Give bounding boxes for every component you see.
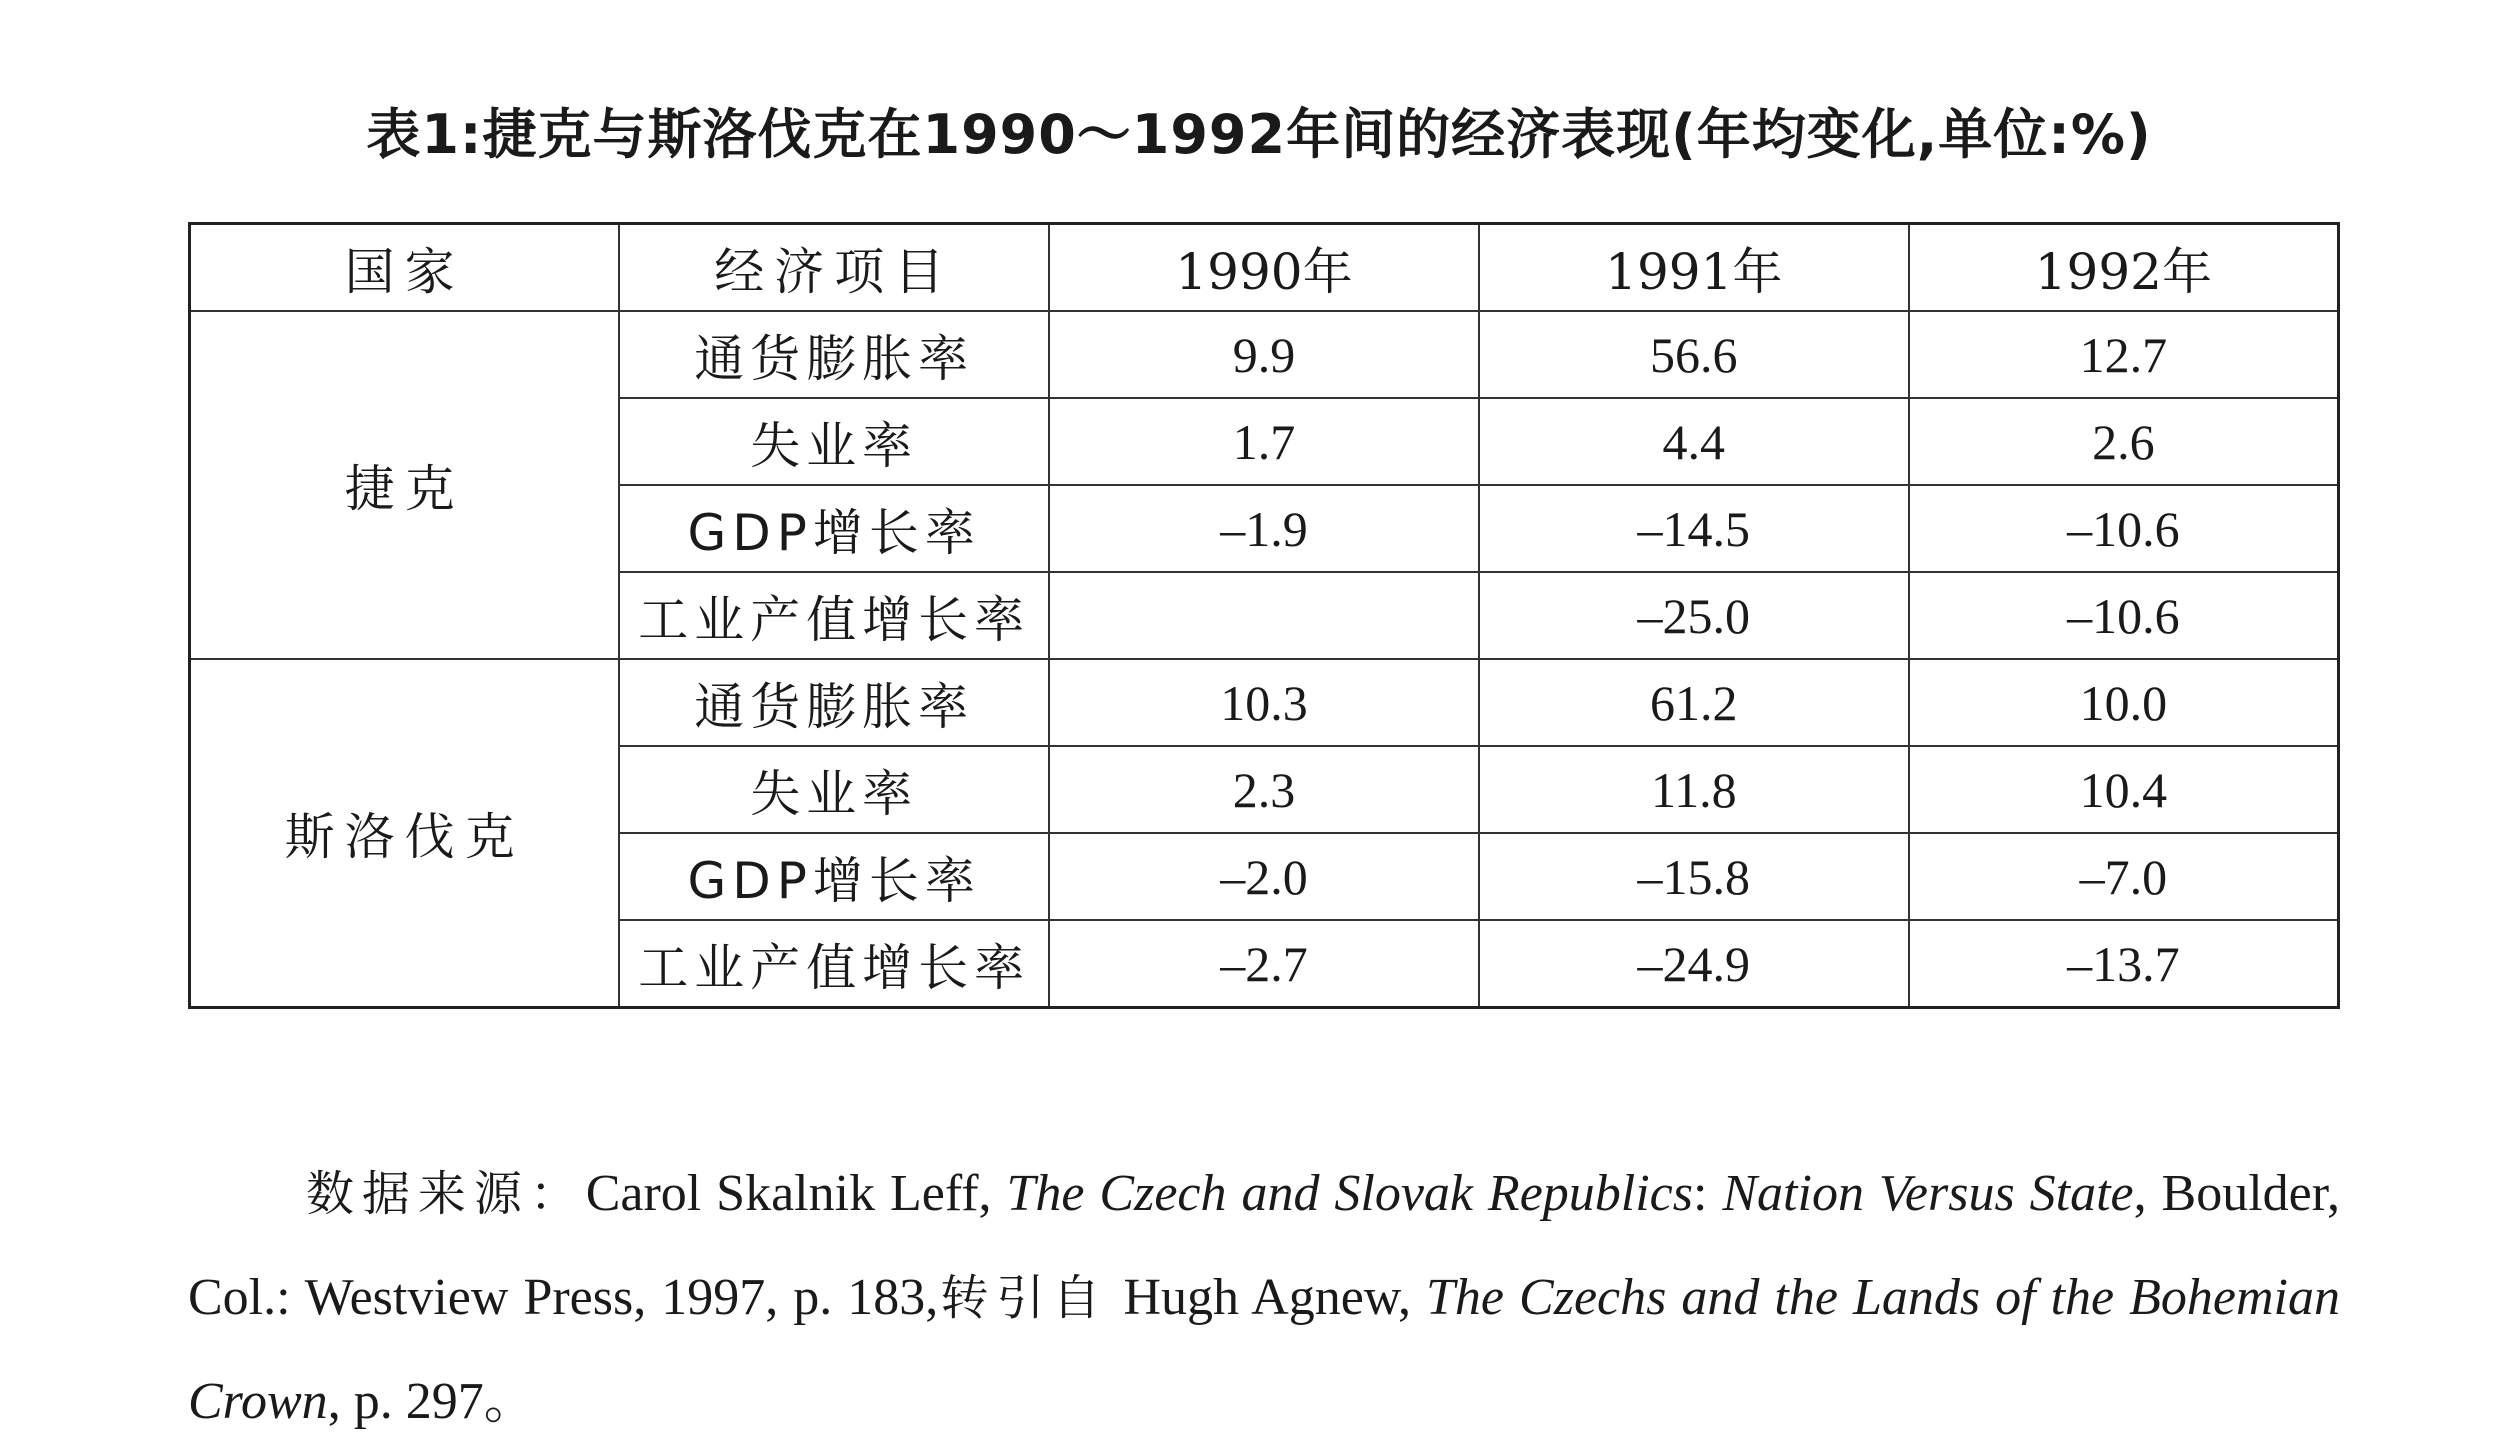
source-author-1: Carol Skalnik Leff,: [585, 1165, 1007, 1222]
country-cell-slovakia: 斯洛伐克: [190, 659, 620, 1008]
header-1992: 1992年: [1909, 224, 2339, 312]
header-item: 经济项目: [619, 224, 1049, 312]
value-cell: –15.8: [1479, 833, 1909, 920]
table-header-row: [190, 224, 2339, 312]
value-cell: –2.0: [1049, 833, 1479, 920]
item-cell: 失业率: [619, 398, 1049, 485]
value-cell: 2.6: [1909, 398, 2339, 485]
value-cell: 12.7: [1909, 311, 2339, 398]
value-cell: –10.6: [1909, 572, 2339, 659]
value-cell: –24.9: [1479, 920, 1909, 1008]
value-cell: –13.7: [1909, 920, 2339, 1008]
value-cell: 2.3: [1049, 746, 1479, 833]
data-source-note: [188, 1142, 2340, 1454]
value-cell: –14.5: [1479, 485, 1909, 572]
table-row: [190, 659, 2339, 746]
source-author-2: Hugh Agnew,: [1108, 1269, 1426, 1326]
value-cell: –2.7: [1049, 920, 1479, 1008]
economic-performance-table: [188, 222, 2340, 1009]
value-cell: 10.4: [1909, 746, 2339, 833]
source-cited-from: 转引自: [938, 1270, 1109, 1326]
source-label: 数据来源：: [306, 1166, 586, 1222]
item-cell: GDP增长率: [619, 485, 1049, 572]
value-cell: –10.6: [1909, 485, 2339, 572]
value-cell-empty: [1049, 572, 1479, 659]
value-cell: 56.6: [1479, 311, 1909, 398]
value-cell: 4.4: [1479, 398, 1909, 485]
source-publisher-1: , Boulder, Col.: Westview Press, 1997, p. 183,: [188, 1165, 2340, 1326]
source-book-1-subtitle: Nation Versus State: [1722, 1165, 2134, 1222]
value-cell: 10.0: [1909, 659, 2339, 746]
header-1990: 1990年: [1049, 224, 1479, 312]
item-cell: GDP增长率: [619, 833, 1049, 920]
table-row: [190, 311, 2339, 398]
source-separator: :: [1692, 1165, 1723, 1222]
item-cell: 通货膨胀率: [619, 659, 1049, 746]
value-cell: –1.9: [1049, 485, 1479, 572]
table-title: 表1:捷克与斯洛伐克在1990～1992年间的经济表现(年均变化,单位:%): [366, 103, 2152, 166]
value-cell: 9.9: [1049, 311, 1479, 398]
value-cell: –7.0: [1909, 833, 2339, 920]
item-cell: 失业率: [619, 746, 1049, 833]
value-cell: –25.0: [1479, 572, 1909, 659]
header-country: 国家: [190, 224, 620, 312]
item-cell: 通货膨胀率: [619, 311, 1049, 398]
item-cell: 工业产值增长率: [619, 920, 1049, 1008]
source-page-2: , p. 297。: [327, 1373, 536, 1430]
value-cell: 1.7: [1049, 398, 1479, 485]
source-book-2-title: The Czechs and the Lands of the Bohemian Crown: [188, 1269, 2340, 1430]
header-1991: 1991年: [1479, 224, 1909, 312]
value-cell: 11.8: [1479, 746, 1909, 833]
source-book-1-title: The Czech and Slovak Republics: [1006, 1165, 1693, 1222]
value-cell: 61.2: [1479, 659, 1909, 746]
country-cell-czech: 捷克: [190, 311, 620, 659]
value-cell: 10.3: [1049, 659, 1479, 746]
item-cell: 工业产值增长率: [619, 572, 1049, 659]
